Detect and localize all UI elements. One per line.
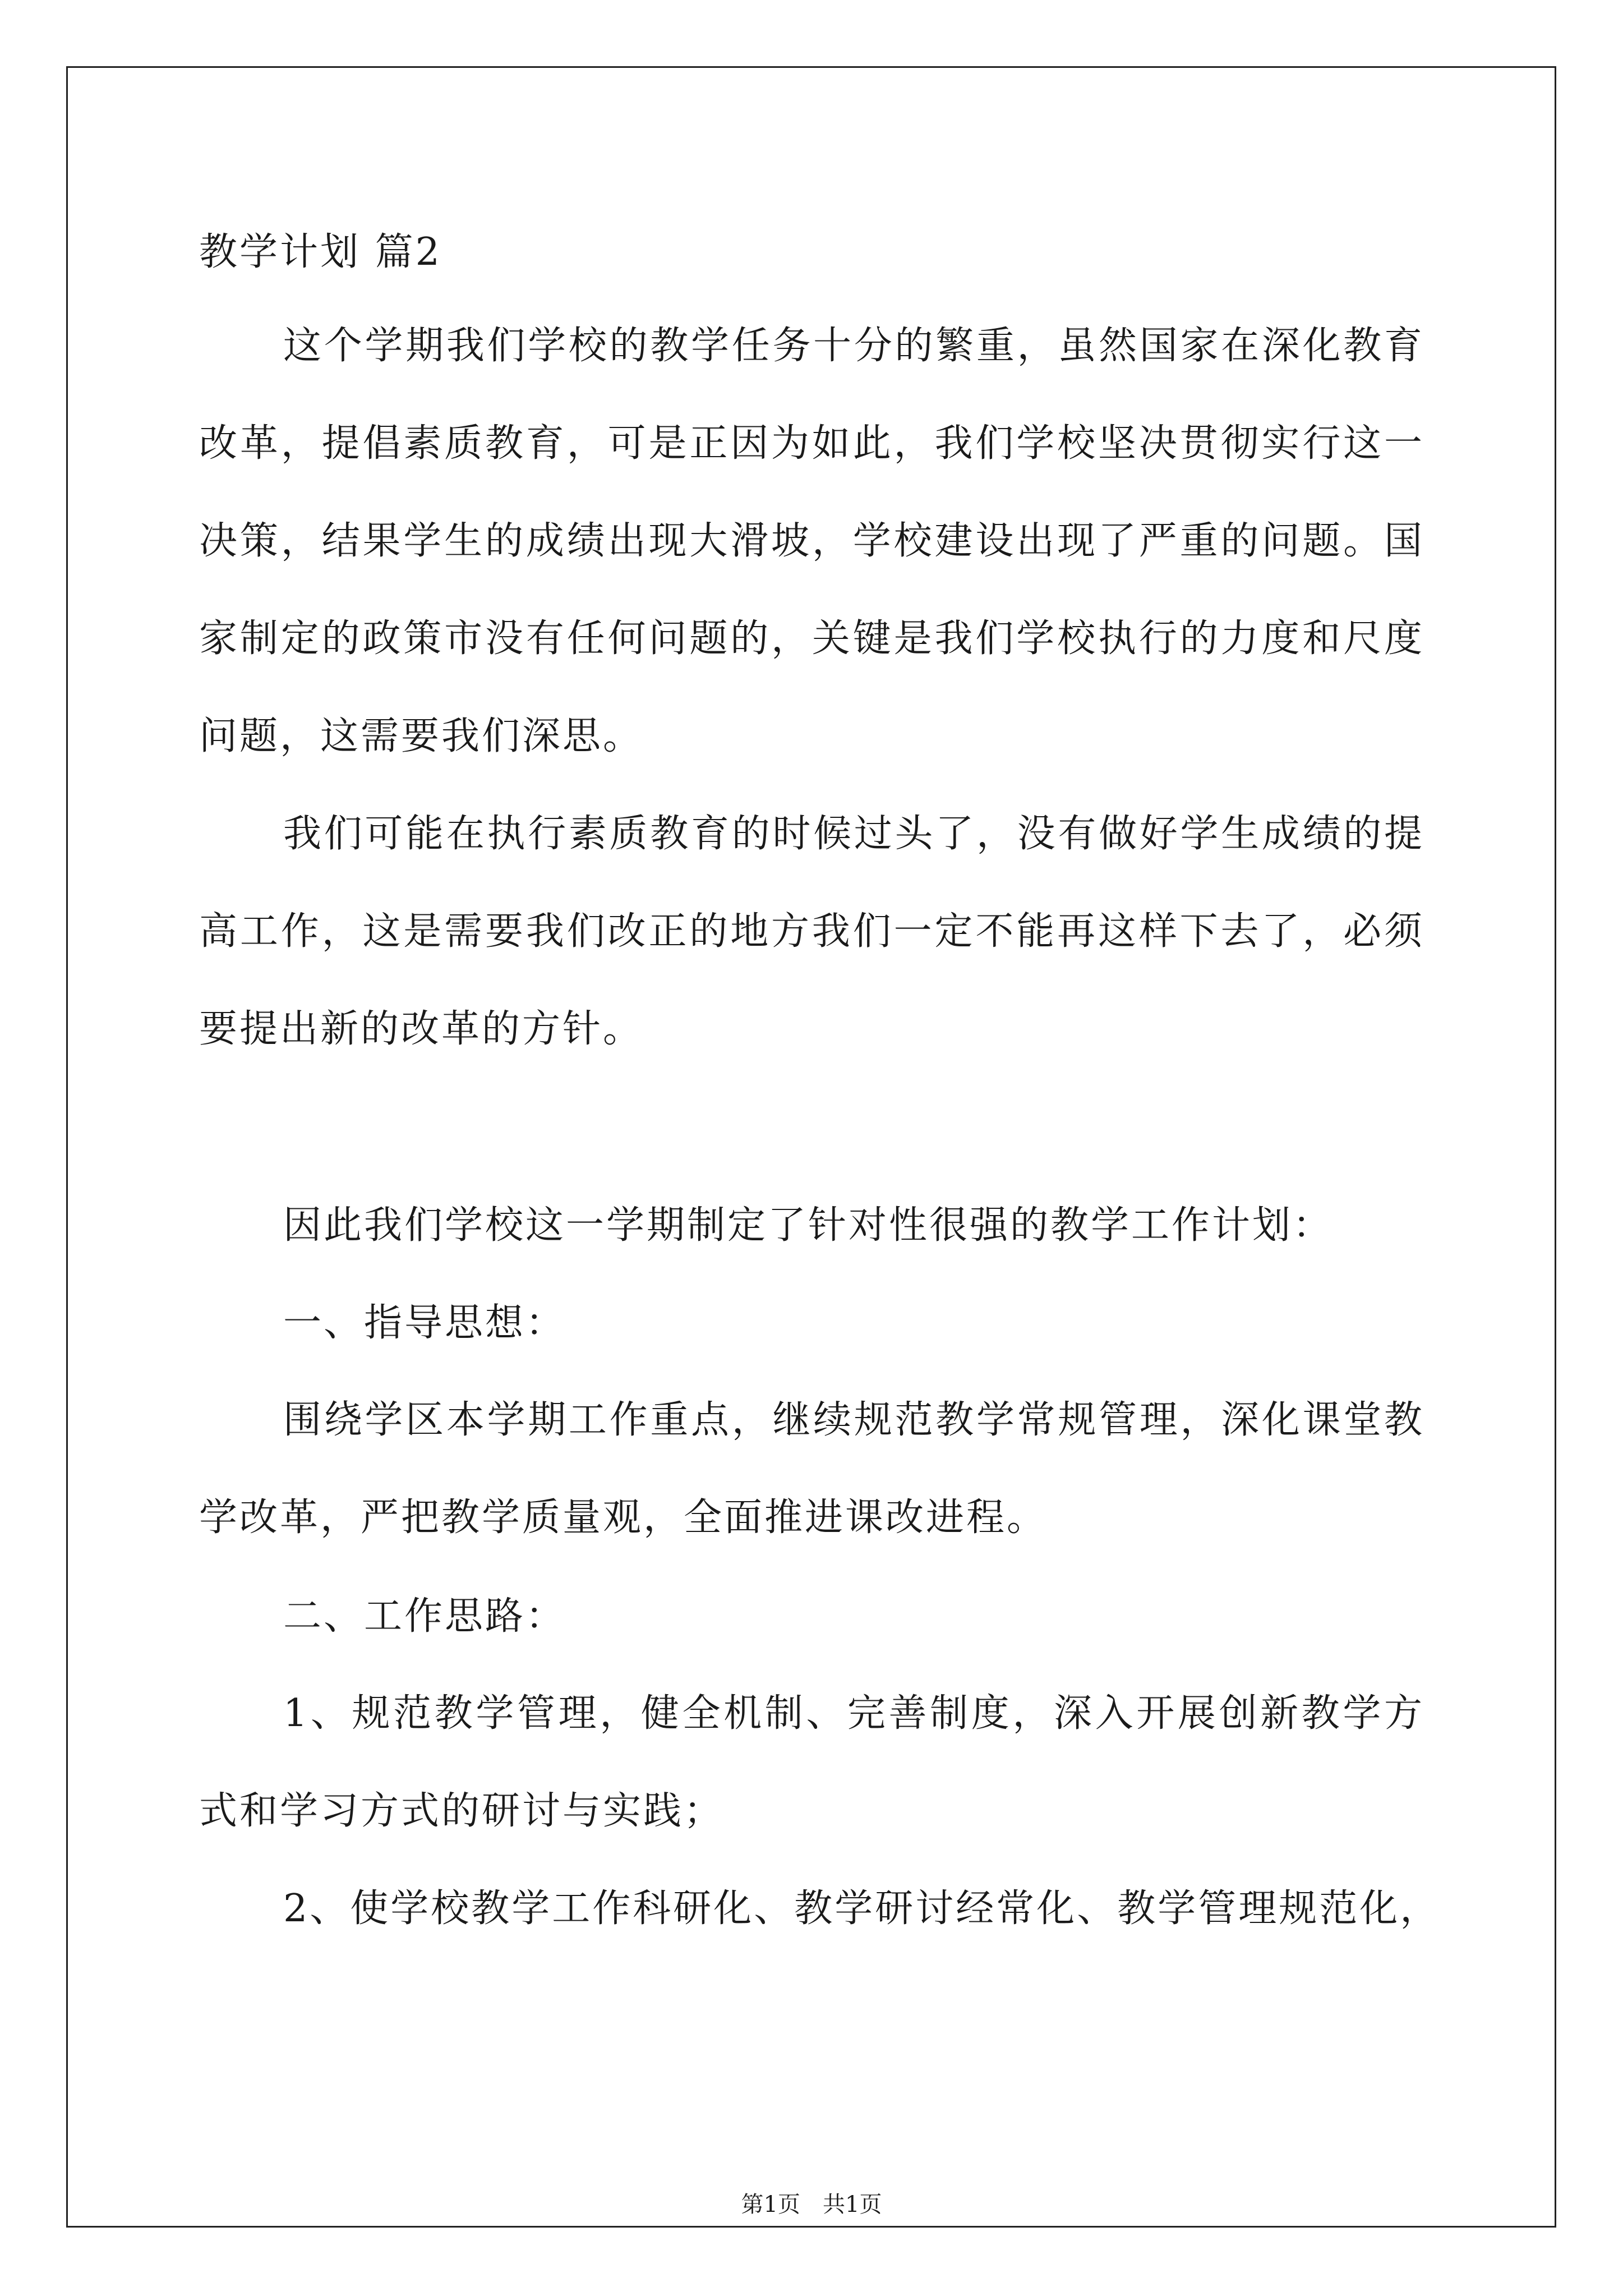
section-heading-guiding-thought: 一、指导思想： bbox=[283, 1301, 566, 1345]
paragraph-2: 我们可能在执行素质教育的时候过头了，没有做好学生成绩的提高工作，这是需要我们改正的地方我们一定不能再这样下去了，必须要提出新的改革的方针。 bbox=[199, 812, 1424, 1051]
list-item-2: 2、使学校教学工作科研化、教学研讨经常化、教学管理规范化， bbox=[283, 1887, 1441, 1931]
list-item-1: 1、规范教学管理，健全机制、完善制度，深入开展创新教学方式和学习方式的研讨与实践； bbox=[199, 1691, 1424, 1833]
document-heading: 教学计划 篇2 bbox=[199, 230, 442, 274]
paragraph-1: 这个学期我们学校的教学任务十分的繁重，虽然国家在深化教育改革，提倡素质教育，可是正因为如此，我们学校坚决贯彻实行这一决策，结果学生的成绩出现大滑坡，学校建设出现了严重的问题。国家制定的政策市没有任何问题的，关键是我们学校执行的力度和尺度问题，这需要我们深思。 bbox=[199, 324, 1424, 758]
section-heading-work-approach: 二、工作思路： bbox=[283, 1594, 566, 1639]
page-number-footer: 第1页 共1页 bbox=[741, 2192, 882, 2217]
paragraph-3: 因此我们学校这一学期制定了针对性很强的教学工作计划： bbox=[283, 1203, 1334, 1248]
paragraph-4: 围绕学区本学期工作重点，继续规范教学常规管理，深化课堂教学改革，严把教学质量观，全面推进课改进程。 bbox=[199, 1398, 1424, 1540]
